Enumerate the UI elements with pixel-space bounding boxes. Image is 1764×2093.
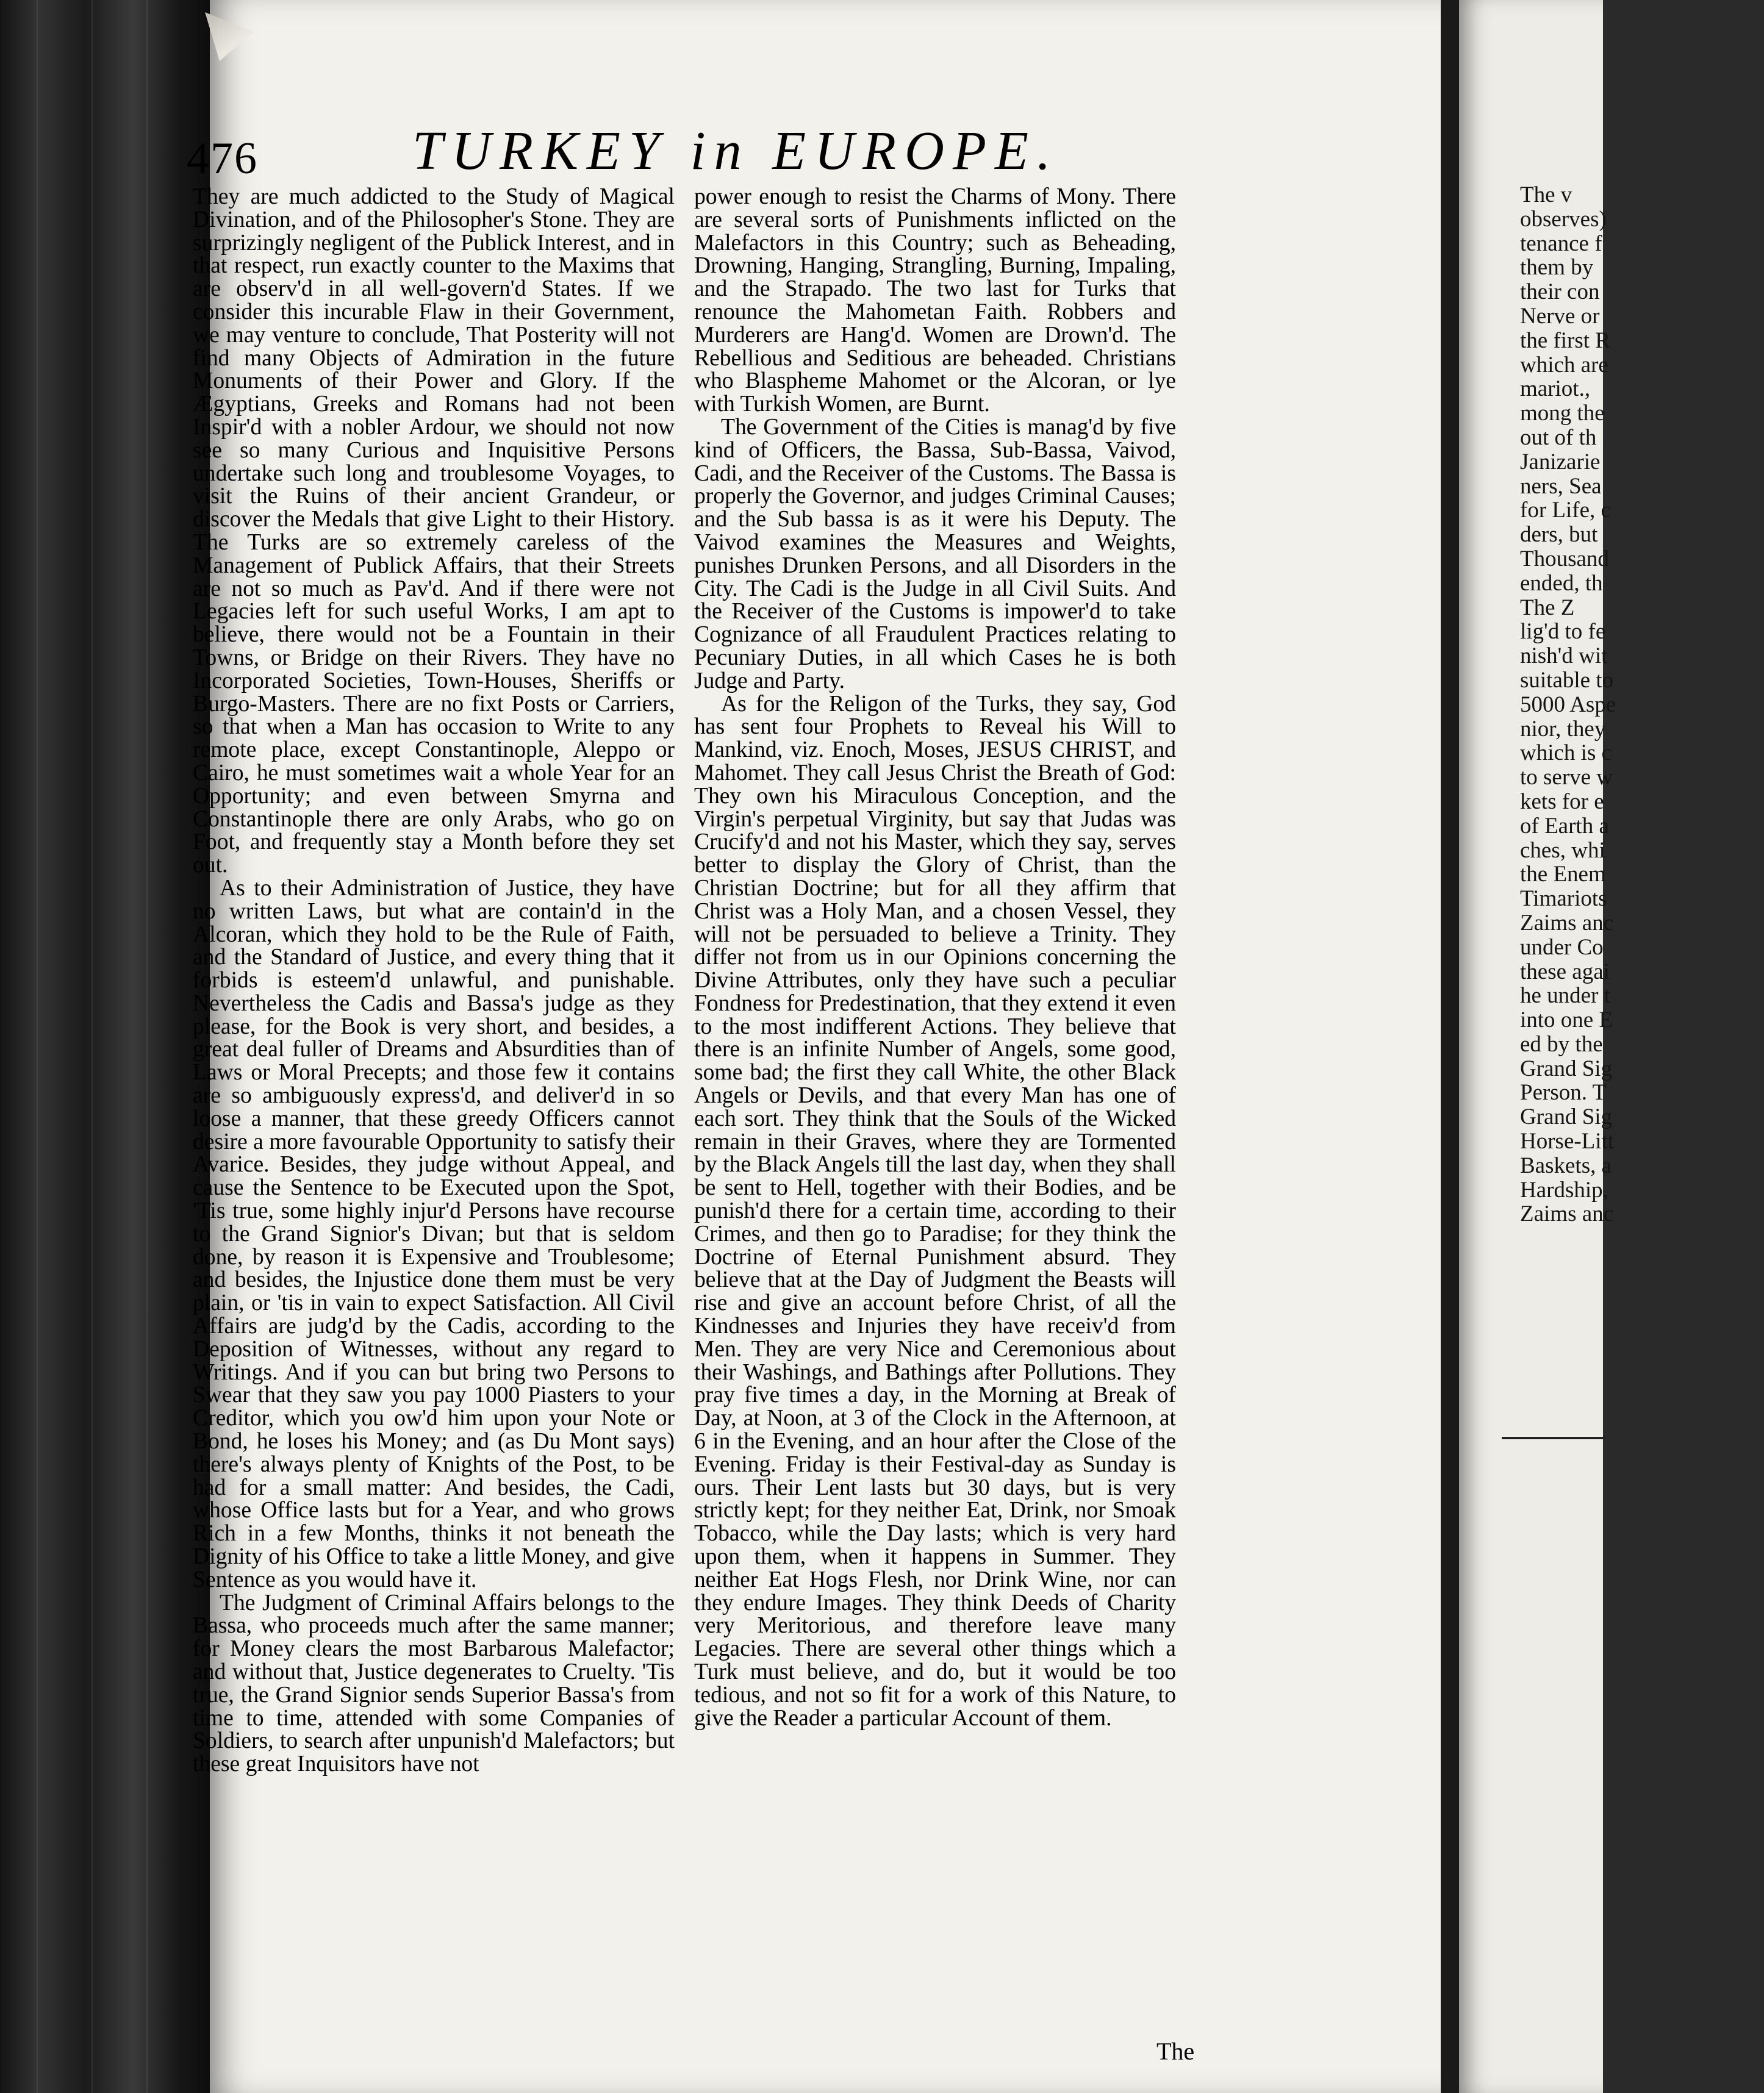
fragment-line: ners, Sea xyxy=(1520,473,1602,499)
left-text-column xyxy=(193,185,675,1776)
folded-corner xyxy=(205,12,254,61)
paragraph: The Judgment of Criminal Affairs belongs to the Bassa, who proceeds much after the same manner; for Money clears the most Barbarous Malefactor; and without that, Justice degenerates to Cruelty. 'Tis true, the Grand Signior sends Superior Bassa's from time to time, attended with some Companies of Soldiers, to search after unpunish'd Malefactors; but these great Inquisitors have not xyxy=(193,1590,675,1777)
fragment-line: Zaims anc xyxy=(1520,1201,1614,1227)
fragment-line: Baskets, a xyxy=(1520,1153,1612,1178)
page-edge xyxy=(1441,0,1459,2093)
fragment-line: under Co xyxy=(1520,934,1604,960)
fragment-line: 5000 Aspe xyxy=(1520,692,1616,717)
fragment-line: lig'd to fe xyxy=(1520,619,1606,645)
fragment-line: kets for e xyxy=(1520,789,1604,814)
fragment-line: Janizarie xyxy=(1520,449,1601,474)
book-binding xyxy=(0,0,215,2093)
paragraph: As for the Religon of the Turks, they say, God has sent four Prophets to Reveal his Will to Mankind, viz. Enoch, Moses, JESUS CHRIST, and Mahomet. They call Jesus Christ the Breath of God: They own his Miraculous Conception, and the Virgin's perpetual Virginity, but say that Judas was Crucify'd and not his Master, which they say, serves better to display the Glory of Christ, than the Christian Doctrine; but for all they affirm that Christ was a Holy Man, and a chosen Vessel, they will not be persuaded to believe a Trinity. They differ not from us in our Opinions concerning the Divine Attributes, only they have such a peculiar Fondness for Predestination, that they extend it even to the most indifferent Actions. They believe that there is an infinite Number of Angels, some good, some bad; the first they call White, the other Black Angels or Devils, and that every Man has one of each sort. They think that the Souls of the Wicked remain in their Graves, where they are Tormented by the Black Angels till the last day, when they shall be sent to Hell, together with their Bodies, and be punish'd there for a certain time, according to their Crimes, and then go to Paradise; for they think the Doctrine of Eternal Punishment absurd. They believe that at the Day of Judgment the Beasts will rise and give an account before Christ, of all the Kindnesses and Injuries they have receiv'd from Men. They are very Nice and Ceremonious about their Washings, and Bathings after Pollutions. They pray five times a day, in the Morning at Break of Day, at Noon, at 3 of the Clock in the Afternoon, at 6 in the Evening, and an hour after the Close of the Evening. Friday is their Festival-day as Sunday is ours. Their Lent lasts but 30 days, but is very strictly kept; for they neither Eat, Drink, nor Smoak Tobacco, while the Day lasts; which is very hard upon them, when it happens in Summer. They neither Eat Hogs Flesh, nor Drink Wine, nor can they endure Images. They think Deeds of Charity very Meritorious, and therefore leave many Legacies. There are several other things which a Turk must believe, and do, but it would be too tedious, and not so fit for a work of this Nature, to give the Reader a particular Account of them. xyxy=(694,691,1176,1731)
section-rule xyxy=(1502,1437,1605,1439)
fragment-line: the first R xyxy=(1520,327,1610,353)
adjacent-page-text xyxy=(1520,183,1764,1226)
fragment-line: which are xyxy=(1520,352,1608,377)
fragment-line: ches, whi xyxy=(1520,837,1605,863)
paragraph: They are much addicted to the Study of Magical Divination, and of the Philosopher's Stone. They are surprizingly negligent of the Publick Interest, and in that respect, run exactly counter to the Maxims that are observ'd in all well-govern'd States. If we consider this incurable Flaw in their Government, we may venture to conclude, That Posterity will not find many Objects of Admiration in the future Monuments of their Power and Glory. If the Ægyptians, Greeks and Romans had not been Inspir'd with a nobler Ardour, we should not now see so many Curious and Inquisitive Persons undertake such long and troublesome Voyages, to visit the Ruins of their ancient Grandeur, or discover the Medals that give Light to their History. The Turks are so extremely careless of the Management of Publick Affairs, that their Streets are not so much as Pav'd. And if there were not Legacies left for such useful Works, I am apt to believe, there would not be a Fountain in their Towns, or Bridge on their Rivers. They have no Incorporated Societies, Town-Houses, Sheriffs or Burgo-Masters. There are no fixt Posts or Carriers, so that when a Man has occasion to Write to any remote place, except Constantinople, Aleppo or Cairo, he must sometimes wait a whole Year for an Opportunity; and even between Smyrna and Constantinople there are only Arabs, who go on Foot, and frequently stay a Month before they set out. xyxy=(193,184,675,878)
fragment-line: he under t xyxy=(1520,983,1610,1009)
fragment-line: Grand Sig xyxy=(1520,1056,1613,1081)
running-head xyxy=(187,120,1236,187)
fragment-line: for Life, c xyxy=(1520,498,1611,523)
fragment-line: Grand Sig xyxy=(1520,1104,1613,1130)
fragment-line: to serve w xyxy=(1520,765,1613,790)
fragment-line: mariot., xyxy=(1520,376,1591,402)
fragment-line: ed by the xyxy=(1520,1031,1603,1057)
catchword: The xyxy=(1156,2038,1195,2065)
fragment-line: nior, they xyxy=(1520,716,1606,742)
fragment-line: tenance f xyxy=(1520,231,1602,256)
paragraph: The Government of the Cities is manag'd by five kind of Officers, the Bassa, Sub-Bassa, Vaivod, Cadi, and the Receiver of the Customs. The Bassa is properly the Governor, and judges Criminal Causes; and the Sub bassa is as it were his Deputy. The Vaivod examines the Measures and Weights, punishes Drunken Persons, and all Disorders in the City. The Cadi is the Judge in all Civil Suits. And the Receiver of the Customs is impower'd to take Cognizance of all Fraudulent Practices relating to Pecuniary Duties, in all which Cases he is both Judge and Party. xyxy=(694,414,1176,693)
fragment-line: which is c xyxy=(1520,740,1612,766)
paragraph: As to their Administration of Justice, they have no written Laws, but what are contain'd in the Alcoran, which they hold to be the Rule of Faith, and the Standard of Justice, and every thing that it forbids is esteem'd unlawful, and punishable. Nevertheless the Cadis and Bassa's judge as they please, for the Book is very short, and besides, a great deal fuller of Dreams and Absurdities than of Laws or Moral Precepts; and those few it contains are so ambiguously express'd, and deliver'd in so loose a manner, that these greedy Officers cannot desire a more favourable Opportunity to satisfy their Avarice. Besides, they judge without Appeal, and cause the Sentence to be Executed upon the Spot, 'Tis true, some highly injur'd Persons have recourse to the Grand Signior's Divan; but that is seldom done, by reason it is Expensive and Troublesome; and besides, the Injustice done them must be very plain, or 'tis in vain to expect Satisfaction. All Civil Affairs are judg'd by the Cadis, according to the Deposition of Witnesses, without any regard to Writings. And if you can but bring two Persons to Swear that they saw you pay 1000 Piasters to your Creditor, which you ow'd him upon your Note or Bond, he loses his Money; and (as Du Mont says) there's always plenty of Knights of the Post, to be had for a small matter: And besides, the Cadi, whose Office lasts but for a Year, and who grows Rich in a few Months, thinks it not beneath the Dignity of his Office to take a little Money, and give Sentence as you would have it. xyxy=(193,875,675,1592)
fragment-line: ended, th xyxy=(1520,570,1603,596)
fragment-line: these agai xyxy=(1520,959,1610,984)
page-title: TURKEY in EUROPE. xyxy=(412,121,1059,181)
fragment-line: Nerve or xyxy=(1520,303,1600,329)
fragment-line: their con xyxy=(1520,279,1600,305)
fragment-line: Person. T xyxy=(1520,1080,1607,1106)
page-number: 476 xyxy=(187,134,258,184)
fragment-line: out of th xyxy=(1520,424,1597,450)
fragment-line: Hardship, xyxy=(1520,1177,1608,1203)
fragment-line: nish'd wit xyxy=(1520,643,1608,669)
fragment-line: them by xyxy=(1520,255,1594,281)
fragment-line: of Earth a xyxy=(1520,813,1609,839)
paragraph: power enough to resist the Charms of Mony. There are several sorts of Punishments inflicted on the Malefactors in this Country; such as Beheading, Drowning, Hanging, Strangling, Burning, Impaling, and the Strapado. The two last for Turks that renounce the Mahometan Faith. Robbers and Murderers are Hang'd. Women are Drown'd. The Rebellious and Seditious are beheaded. Christians who Blaspheme Mahomet or the Alcoran, or lye with Turkish Women, are Burnt. xyxy=(694,184,1176,417)
fragment-line: suitable to xyxy=(1520,667,1614,693)
fragment-line: The v xyxy=(1520,182,1572,207)
adjacent-page xyxy=(1459,0,1616,2093)
fragment-line: Zaims anc xyxy=(1520,910,1614,936)
fragment-line: The Z xyxy=(1520,595,1575,620)
fragment-line: mong the xyxy=(1520,401,1605,426)
fragment-line: into one E xyxy=(1520,1007,1613,1033)
fragment-line: observes) xyxy=(1520,206,1607,232)
fragment-line: Timariots xyxy=(1520,886,1607,912)
fragment-line: Horse-Litt xyxy=(1520,1129,1615,1154)
right-text-column xyxy=(694,185,1176,1730)
fragment-line: the Enem xyxy=(1520,862,1606,887)
fragment-line: ders, but xyxy=(1520,522,1598,548)
fragment-line: Thousand xyxy=(1520,546,1609,571)
